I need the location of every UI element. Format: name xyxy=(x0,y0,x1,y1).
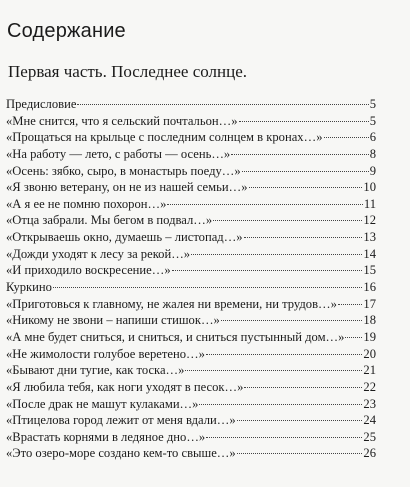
part-title: Первая часть. Последнее солнце. xyxy=(8,62,247,81)
toc-entry-title: «Я звоню ветерану, он не из нашей семьи…» xyxy=(6,180,248,195)
dot-leader xyxy=(249,186,363,188)
toc-entry-title: «Открываешь окно, думаешь – листопад…» xyxy=(6,230,243,245)
toc-entry xyxy=(6,445,376,462)
toc-entry-title: «Птицелова город лежит от меня вдали…» xyxy=(6,413,236,428)
toc-entry-page-number: 25 xyxy=(363,429,376,444)
dot-leader xyxy=(244,386,362,388)
toc-entry-page-number: 22 xyxy=(363,379,376,394)
toc-entry-page-number: 6 xyxy=(369,130,376,145)
toc-entry-page-number: 18 xyxy=(363,313,376,328)
toc-entry-title: «Это озеро-море создано кем-то свыше…» xyxy=(6,446,236,461)
toc-entry-title: «Никому не звони – напиши стишок…» xyxy=(6,313,220,328)
toc-entry-page-number: 9 xyxy=(369,163,376,178)
toc-entry-page-number: 15 xyxy=(363,263,376,278)
toc-entry xyxy=(6,246,376,263)
toc-entry-page-number: 13 xyxy=(363,230,376,245)
toc-entry xyxy=(6,196,376,213)
dot-leader xyxy=(244,236,363,238)
toc-entry xyxy=(6,212,376,229)
toc-entry-page-number: 16 xyxy=(363,280,376,295)
dot-leader xyxy=(237,419,363,421)
toc-entry-page-number: 14 xyxy=(363,246,376,261)
toc-entry-page-number: 26 xyxy=(363,446,376,461)
toc-entry xyxy=(6,113,376,130)
dot-leader xyxy=(191,253,362,255)
dot-leader xyxy=(237,452,363,454)
dot-leader xyxy=(242,170,369,172)
dot-leader xyxy=(221,319,363,321)
toc-entry xyxy=(6,129,376,146)
toc-entry xyxy=(6,346,376,363)
toc-entry xyxy=(6,396,376,413)
toc-entry-page-number: 11 xyxy=(363,196,376,211)
dot-leader xyxy=(172,269,363,271)
toc-entry-page-number: 21 xyxy=(363,363,376,378)
toc-entry-title: «Мне снится, что я сельский почтальон…» xyxy=(6,113,238,128)
dot-leader xyxy=(199,403,362,405)
dot-leader xyxy=(185,369,362,371)
dot-leader xyxy=(338,303,362,305)
toc-entry xyxy=(6,179,376,196)
toc-entry xyxy=(6,279,376,296)
toc-entry xyxy=(6,163,376,180)
dot-leader xyxy=(213,219,362,221)
toc-entry-title: «Дожди уходят к лесу за рекой…» xyxy=(6,246,191,261)
toc-entry-page-number: 24 xyxy=(363,413,376,428)
toc-entry xyxy=(6,229,376,246)
toc-entry xyxy=(6,379,376,396)
toc-entry-page-number: 5 xyxy=(369,113,376,128)
toc-entry xyxy=(6,429,376,446)
toc-entry-title: Предисловие xyxy=(6,97,77,111)
toc-entry xyxy=(6,312,376,329)
toc-entry-title: «Врастать корнями в ледяное дно…» xyxy=(6,429,206,444)
toc-entry xyxy=(6,146,376,163)
toc-entry-page-number: 17 xyxy=(363,296,376,311)
toc-entry xyxy=(6,412,376,429)
toc-entry xyxy=(6,96,376,113)
toc-entry-title: «А мне будет сниться, и сниться, и сниться пустынный дом…» xyxy=(6,329,345,344)
dot-leader xyxy=(231,153,368,155)
dot-leader xyxy=(206,353,362,355)
toc-entry-title: «А я ее не помню похорон…» xyxy=(6,196,167,211)
toc-entry-title: «Бывают дни тугие, как тоска…» xyxy=(6,363,185,378)
dot-leader xyxy=(239,120,369,122)
dot-leader xyxy=(345,336,362,338)
toc-entry-page-number: 12 xyxy=(363,213,376,228)
toc-entry-page-number: 5 xyxy=(369,97,376,111)
toc-entry-title: «После драк не машут кулаками…» xyxy=(6,396,199,411)
toc-entry-title: «На работу — лето, с работы — осень…» xyxy=(6,146,231,161)
toc-entry-title: «Не жимолости голубое веретено…» xyxy=(6,346,205,361)
toc-entry-title: «Я любила тебя, как ноги уходят в песок…» xyxy=(6,379,244,394)
toc-entry-page-number: 8 xyxy=(369,146,376,161)
toc-entry-title: «Приготовься к главному, не жалея ни времени, ни трудов…» xyxy=(6,296,337,311)
toc-entry xyxy=(6,296,376,313)
toc-entry-title: «Отца забрали. Мы бегом в подвал…» xyxy=(6,213,213,228)
toc-entry xyxy=(6,362,376,379)
dot-leader xyxy=(324,136,369,138)
page-heading: Содержание xyxy=(7,20,126,42)
toc-entry-page-number: 23 xyxy=(363,396,376,411)
dot-leader xyxy=(77,103,368,105)
dot-leader xyxy=(206,436,362,438)
toc-entry xyxy=(6,262,376,279)
toc-entry-page-number: 19 xyxy=(363,329,376,344)
toc-entry-title: «Осень: зябко, сыро, в монастырь поеду…» xyxy=(6,163,241,178)
toc-entry xyxy=(6,329,376,346)
dot-leader xyxy=(53,286,362,288)
dot-leader xyxy=(167,203,362,205)
table-of-contents xyxy=(6,96,376,462)
toc-entry-title: Куркино xyxy=(6,280,52,295)
toc-entry-title: «Прощаться на крыльце с последним солнцем в кронах…» xyxy=(6,130,323,145)
toc-entry-page-number: 10 xyxy=(363,180,376,195)
toc-entry-page-number: 20 xyxy=(363,346,376,361)
toc-entry-title: «И приходило воскресение…» xyxy=(6,263,171,278)
